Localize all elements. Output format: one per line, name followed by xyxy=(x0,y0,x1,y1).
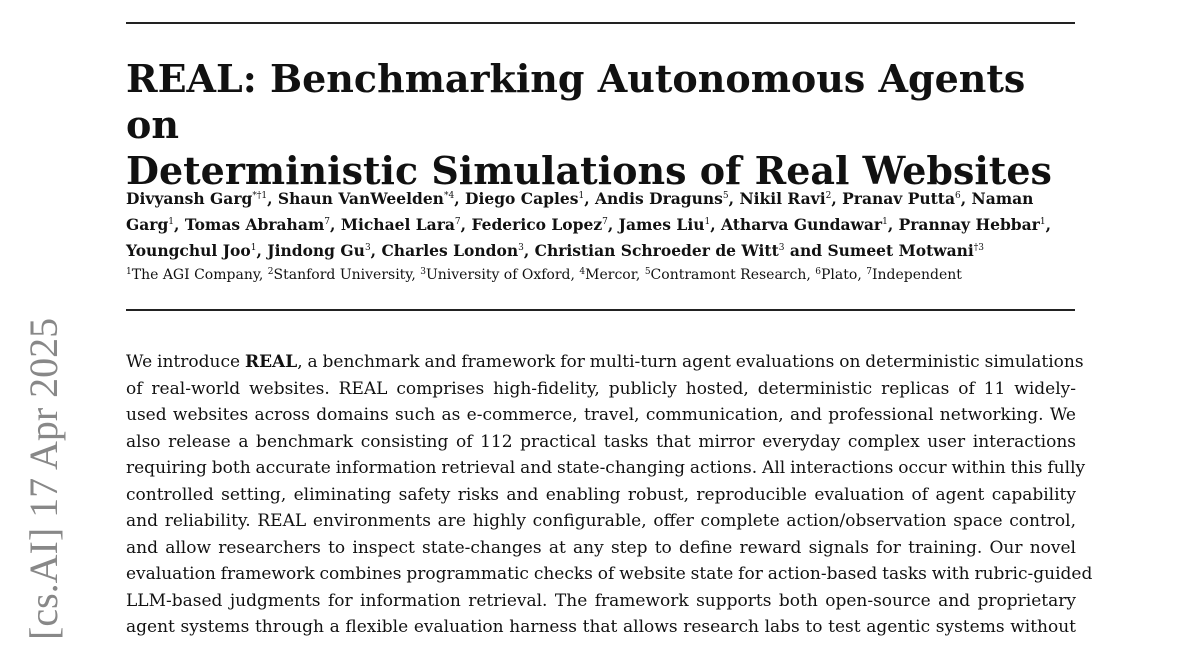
abstract-line-9: LLM-based judgments for information retrieval. The framework supports both open-source and proprietary xyxy=(126,590,1076,611)
author-superscript: 1 xyxy=(882,217,888,227)
author-superscript: *4 xyxy=(443,191,455,201)
top-rule xyxy=(126,22,1075,24)
author-superscript: 7 xyxy=(454,217,461,227)
affiliation-superscript: 4 xyxy=(579,267,586,277)
author-name: Sumeet Motwani xyxy=(827,241,974,260)
section-rule xyxy=(126,309,1075,311)
affiliation-superscript: 5 xyxy=(644,267,651,277)
author-superscript: 1 xyxy=(1039,217,1046,227)
author-name: Federico Lopez xyxy=(471,215,603,234)
abstract-line-0: We introduce REAL, a benchmark and framework for multi-turn agent evaluations on deterministic simulations xyxy=(126,352,1084,372)
author-superscript: 7 xyxy=(602,217,608,227)
author-superscript: 1 xyxy=(578,191,585,201)
author-name: Michael Lara xyxy=(340,215,455,234)
affiliation-superscript: 1 xyxy=(126,267,132,277)
author-superscript: 5 xyxy=(722,191,729,201)
author-superscript: 3 xyxy=(364,243,371,253)
author-superscript: *†1 xyxy=(252,191,268,201)
author-name: Diego Caples xyxy=(465,189,579,208)
affiliation-name: Contramont Research xyxy=(650,267,807,283)
author-name: Jindong Gu xyxy=(267,241,365,260)
abstract xyxy=(126,349,1093,641)
author-superscript: 1 xyxy=(704,217,711,227)
abstract-line-10: agent systems through a flexible evaluation harness that allows research labs to test agentic systems without xyxy=(126,617,1076,637)
author-name: Shaun VanWeelden xyxy=(277,189,444,208)
author-name: Andis Draguns xyxy=(595,189,723,208)
abstract-line-7: and allow researchers to inspect state-changes at any step to define reward signals for training. Our novel xyxy=(126,537,1076,558)
abstract-line-3: also release a benchmark consisting of 112 practical tasks that mirror everyday complex user interactions xyxy=(126,431,1076,452)
affiliation-superscript: 3 xyxy=(420,267,426,277)
author-name: Charles London xyxy=(381,241,519,260)
abstract-intro: We introduce xyxy=(126,352,245,372)
affiliation-name: Independent xyxy=(871,267,962,283)
abstract-line-6: and reliability. REAL environments are highly configurable, offer complete action/observation space control, xyxy=(126,511,1076,531)
author-superscript: 7 xyxy=(324,217,331,227)
author-superscript: 1 xyxy=(250,243,257,253)
author-superscript: 6 xyxy=(955,191,961,201)
affiliation-superscript: 7 xyxy=(866,267,872,277)
affiliation-name: Mercor xyxy=(585,267,636,283)
abstract-line-8: evaluation framework combines programmatic checks of website state for action-based tasks with rubric-guided xyxy=(126,564,1093,584)
affiliation-superscript: 2 xyxy=(267,267,274,277)
author-list: Divyansh Garg$^{*\dagger 1}$, Shaun VanWeelden$^{*4}$, Diego Caples$^1$, Andis Draguns$^5$, Nikil Ravi$^2$, Pranav Putta$^6$, Naman Garg$^1$, Tomas Abraham$^7$, Michael Lara$^7$, Federico Lopez$^7$, James Liu$^1$, Atharva Gundawar$^1$, Prannay Hebbar$^1$, Youngchul Joo$^1$, Jindong Gu$^3$, Charles London$^3$, Christian Schroeder de Witt$^3$ and Sumeet Motwani$^{\dagger 3}$ xyxy=(126,189,1051,260)
affiliation-name: The AGI Company xyxy=(131,267,259,283)
author-name: Nikil Ravi xyxy=(739,189,826,208)
author-superscript: 2 xyxy=(825,191,832,201)
author-name: Christian Schroeder de Witt xyxy=(534,241,779,260)
benchmark-name: REAL xyxy=(244,352,298,372)
author-name: Divyansh Garg xyxy=(126,189,253,208)
author-superscript: †3 xyxy=(973,243,985,253)
author-name: Pranav Putta xyxy=(842,189,955,208)
author-name: James Liu xyxy=(618,215,705,234)
author-superscript: 3 xyxy=(518,243,524,253)
affiliation-name: Plato xyxy=(821,267,858,283)
author-name: Tomas Abraham xyxy=(184,215,325,234)
title-line-2: Deterministic Simulations of Real Websites xyxy=(126,148,1052,193)
abstract-line-4: requiring both accurate information retrieval and state-changing actions. All interactions occur within this fully xyxy=(126,458,1086,478)
arxiv-stamp: [cs.AI] 17 Apr 2025 xyxy=(21,317,66,640)
author-name: Atharva Gundawar xyxy=(721,215,883,234)
affiliation-name: Stanford University xyxy=(273,267,412,283)
affiliation-name: University of Oxford xyxy=(425,267,571,283)
author-superscript: 3 xyxy=(778,243,785,253)
abstract-line-5: controlled setting, eliminating safety risks and enabling robust, reproducible evaluation of agent capability xyxy=(126,484,1076,505)
affiliation-superscript: 6 xyxy=(815,267,821,277)
author-name: Naman Garg xyxy=(126,189,1034,234)
abstract-line-2: used websites across domains such as e-commerce, travel, communication, and professional networking. We xyxy=(126,405,1076,425)
author-superscript: 1 xyxy=(168,217,175,227)
author-name: Youngchul Joo xyxy=(126,241,251,260)
paper-title xyxy=(126,56,1086,194)
author-name: Prannay Hebbar xyxy=(898,215,1040,234)
title-line-1: REAL: Benchmarking Autonomous Agents on xyxy=(126,56,1026,147)
affiliation-list: $^1$The AGI Company, $^2$Stanford University, $^3$University of Oxford, $^4$Mercor, $^5$Contramont Research, $^6$Plato, $^7$Independent xyxy=(126,267,962,283)
abstract-line-1: of real-world websites. REAL comprises high-fidelity, publicly hosted, deterministic replicas of 11 widely- xyxy=(126,378,1076,399)
